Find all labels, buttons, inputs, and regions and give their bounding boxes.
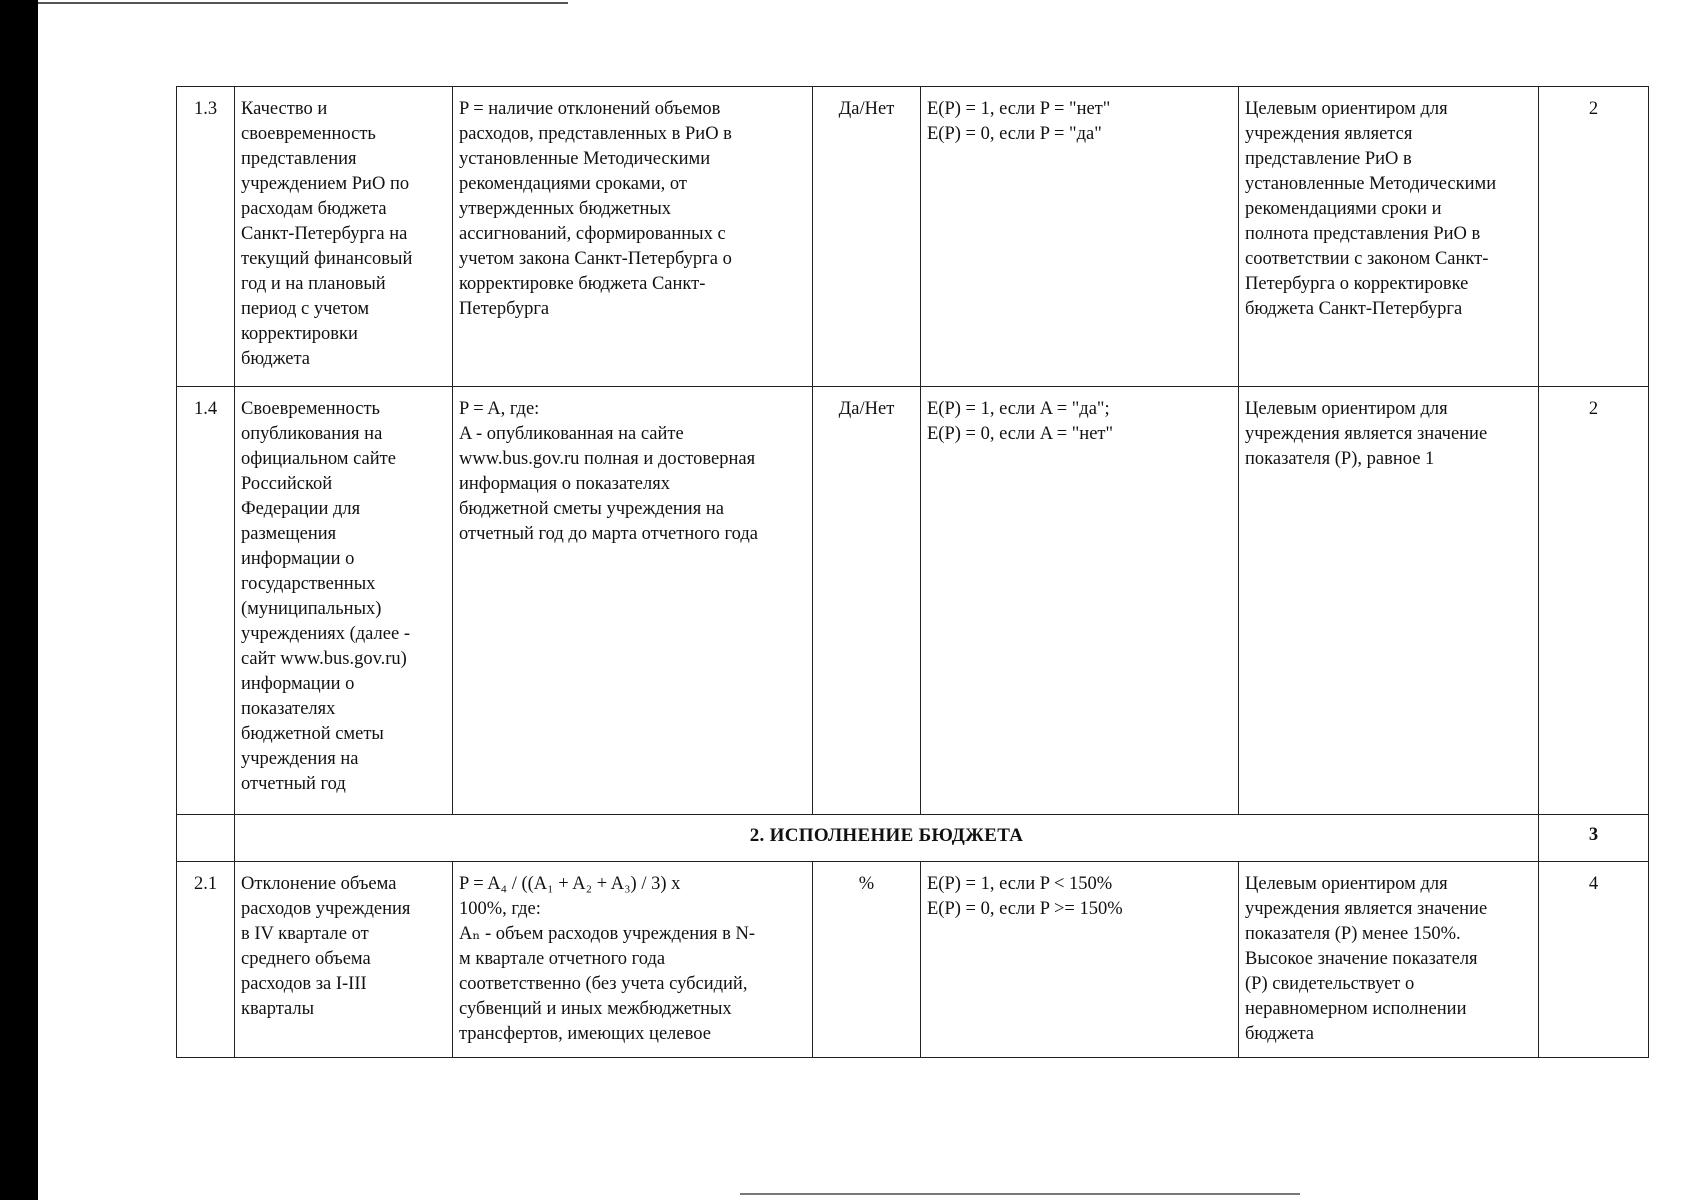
criterion-evaluation: E(P) = 1, если P < 150% E(P) = 0, если P >= 150%	[921, 862, 1239, 1058]
table-row-1-4	[177, 387, 1649, 815]
criterion-name: Качество и своевременность представления учреждением РиО по расходам бюджета Санкт-Петербурга на текущий финансовый год и на плановый период с учетом корректировки бюджета	[235, 87, 453, 387]
criteria-table	[176, 86, 1649, 1058]
scan-border-left	[0, 0, 38, 1200]
section-header-row	[177, 815, 1649, 862]
criterion-number: 1.3	[177, 87, 235, 387]
scan-line-top	[38, 2, 568, 4]
criterion-unit: Да/Нет	[813, 387, 921, 815]
table-row-2-1	[177, 862, 1649, 1058]
criterion-unit: %	[813, 862, 921, 1058]
criterion-name: Отклонение объема расходов учреждения в IV квартале от среднего объема расходов за I-III кварталы	[235, 862, 453, 1058]
table-row-1-3	[177, 87, 1649, 387]
section-score: 3	[1539, 815, 1649, 862]
section-blank-cell	[177, 815, 235, 862]
criterion-score: 4	[1539, 862, 1649, 1058]
criterion-formula: P = A₄ / ((A₁ + A₂ + A₃) / 3) x 100%, где: Aₙ - объем расходов учреждения в N- м квартале отчетного года соответственно (без учета субсидий, субвенций и иных межбюджетных трансфертов, имеющих целевое	[453, 862, 813, 1058]
criterion-formula: P = наличие отклонений объемов расходов, представленных в РиО в установленные Методическими рекомендациями сроками, от утвержденных бюджетных ассигнований, сформированных с учетом закона Санкт-Петербурга о корректировке бюджета Санкт- Петербурга	[453, 87, 813, 387]
criterion-target: Целевым ориентиром для учреждения является значение показателя (P), равное 1	[1239, 387, 1539, 815]
criterion-number: 2.1	[177, 862, 235, 1058]
criterion-evaluation: E(P) = 1, если P = "нет" E(P) = 0, если P = "да"	[921, 87, 1239, 387]
criterion-formula: P = A, где: A - опубликованная на сайте www.bus.gov.ru полная и достоверная информация о показателях бюджетной сметы учреждения на отчетный год до марта отчетного года	[453, 387, 813, 815]
criterion-target: Целевым ориентиром для учреждения является значение показателя (P) менее 150%. Высокое значение показателя (P) свидетельствует о неравномерном исполнении бюджета	[1239, 862, 1539, 1058]
criterion-unit: Да/Нет	[813, 87, 921, 387]
criterion-score: 2	[1539, 387, 1649, 815]
section-title: 2. ИСПОЛНЕНИЕ БЮДЖЕТА	[235, 815, 1539, 862]
criterion-name: Своевременность опубликования на официальном сайте Российской Федерации для размещения информации о государственных (муниципальных) учреждениях (далее - сайт www.bus.gov.ru) информации о показателях бюджетной сметы учреждения на отчетный год	[235, 387, 453, 815]
criterion-evaluation: E(P) = 1, если A = "да"; E(P) = 0, если A = "нет"	[921, 387, 1239, 815]
criterion-target: Целевым ориентиром для учреждения является представление РиО в установленные Методическими рекомендациями сроки и полнота представления РиО в соответствии с законом Санкт- Петербурга о корректировке бюджета Санкт-Петербурга	[1239, 87, 1539, 387]
criterion-score: 2	[1539, 87, 1649, 387]
scan-line-bottom	[740, 1193, 1300, 1195]
criterion-number: 1.4	[177, 387, 235, 815]
document-page	[176, 86, 1648, 1058]
